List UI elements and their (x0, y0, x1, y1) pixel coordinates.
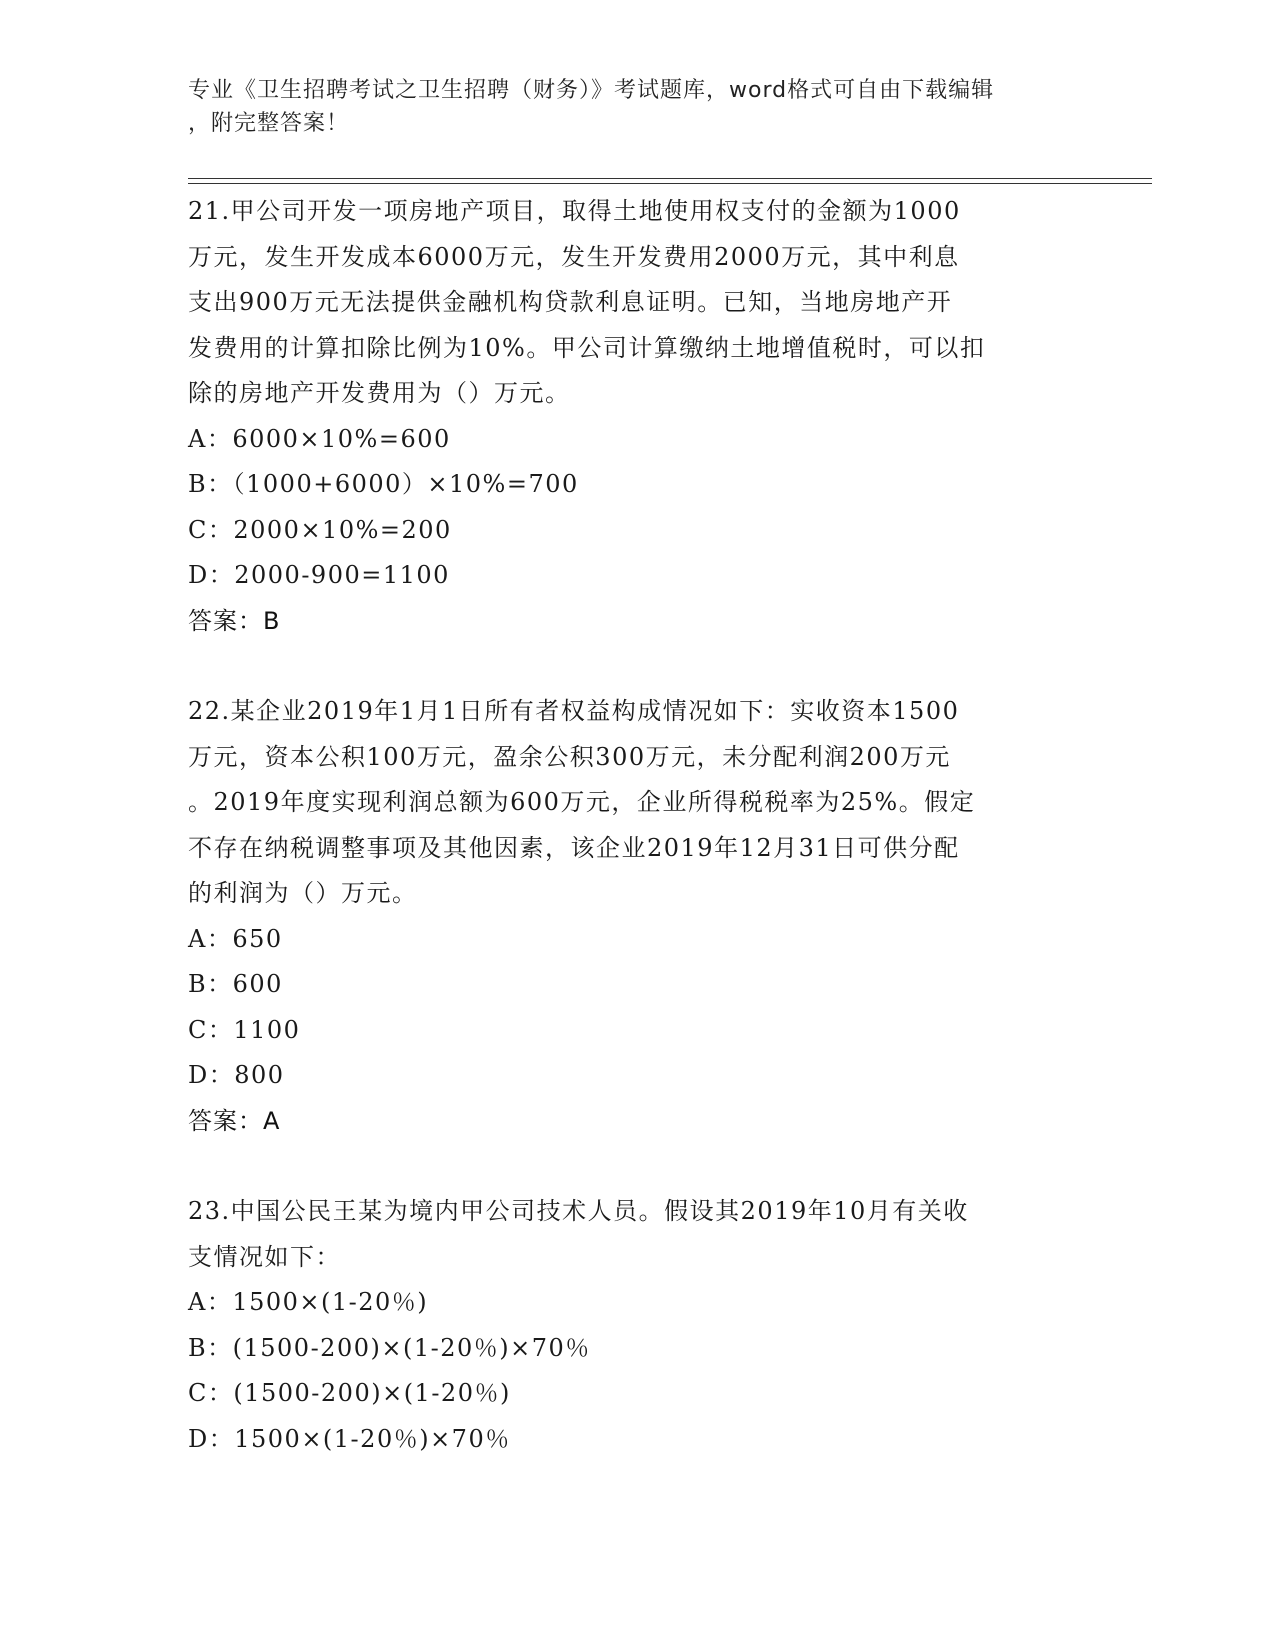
option-a: A：6000×10%=600 (188, 424, 451, 453)
answer-line: 答案：B (188, 606, 281, 635)
header-divider-top (188, 178, 1152, 179)
stem-line: 。2019年度实现利润总额为600万元，企业所得税税率为25%。假定 (188, 788, 976, 816)
stem-line: 不存在纳税调整事项及其他因素，该企业2019年12月31日可供分配 (188, 833, 960, 862)
option-c: C：2000×10%=200 (188, 515, 452, 544)
option-c: C：1100 (188, 1015, 301, 1044)
header-line-2: ，附完整答案！ (188, 111, 350, 136)
option-d: D：2000-900=1100 (188, 561, 450, 589)
question-stem (188, 1189, 1088, 1280)
option-a: A：1500×(1-20％) (188, 1288, 429, 1316)
stem-line: 22.某企业2019年1月1日所有者权益构成情况如下：实收资本1500 (188, 697, 960, 725)
header-line-1: 专业《卫生招聘考试之卫生招聘（财务）》考试题库，word格式可自由下载编辑 (188, 78, 995, 103)
stem-line: 21.甲公司开发一项房地产项目，取得土地使用权支付的金额为1000 (188, 197, 961, 225)
document-header (188, 74, 1068, 140)
stem-line: 23.中国公民王某为境内甲公司技术人员。假设其2019年10月有关收 (188, 1197, 969, 1225)
question-stem (188, 189, 1088, 417)
stem-line: 的利润为（）万元。 (188, 879, 418, 907)
option-d: D：1500×(1-20％)×70％ (188, 1424, 511, 1453)
header-divider-bottom (188, 183, 1152, 184)
question-21 (188, 189, 1088, 644)
option-b: B：(1500-200)×(1-20％)×70％ (188, 1333, 591, 1362)
question-22 (188, 689, 1088, 1144)
option-a: A：650 (188, 924, 283, 953)
answer-line: 答案：A (188, 1106, 281, 1135)
stem-line: 支出900万元无法提供金融机构贷款利息证明。已知，当地房地产开 (188, 288, 953, 316)
question-23 (188, 1189, 1088, 1462)
question-stem (188, 689, 1088, 917)
option-b: B：600 (188, 970, 283, 998)
stem-line: 万元，发生开发成本6000万元，发生开发费用2000万元，其中利息 (188, 242, 960, 271)
option-d: D：800 (188, 1061, 285, 1089)
stem-line: 支情况如下： (188, 1242, 341, 1271)
stem-line: 除的房地产开发费用为（）万元。 (188, 379, 571, 407)
stem-line: 万元，资本公积100万元，盈余公积300万元，未分配利润200万元 (188, 742, 951, 771)
option-b: B：（1000+6000）×10%=700 (188, 470, 579, 498)
option-c: C：(1500-200)×(1-20％) (188, 1379, 511, 1407)
stem-line: 发费用的计算扣除比例为10%。甲公司计算缴纳土地增值税时，可以扣 (188, 333, 986, 362)
